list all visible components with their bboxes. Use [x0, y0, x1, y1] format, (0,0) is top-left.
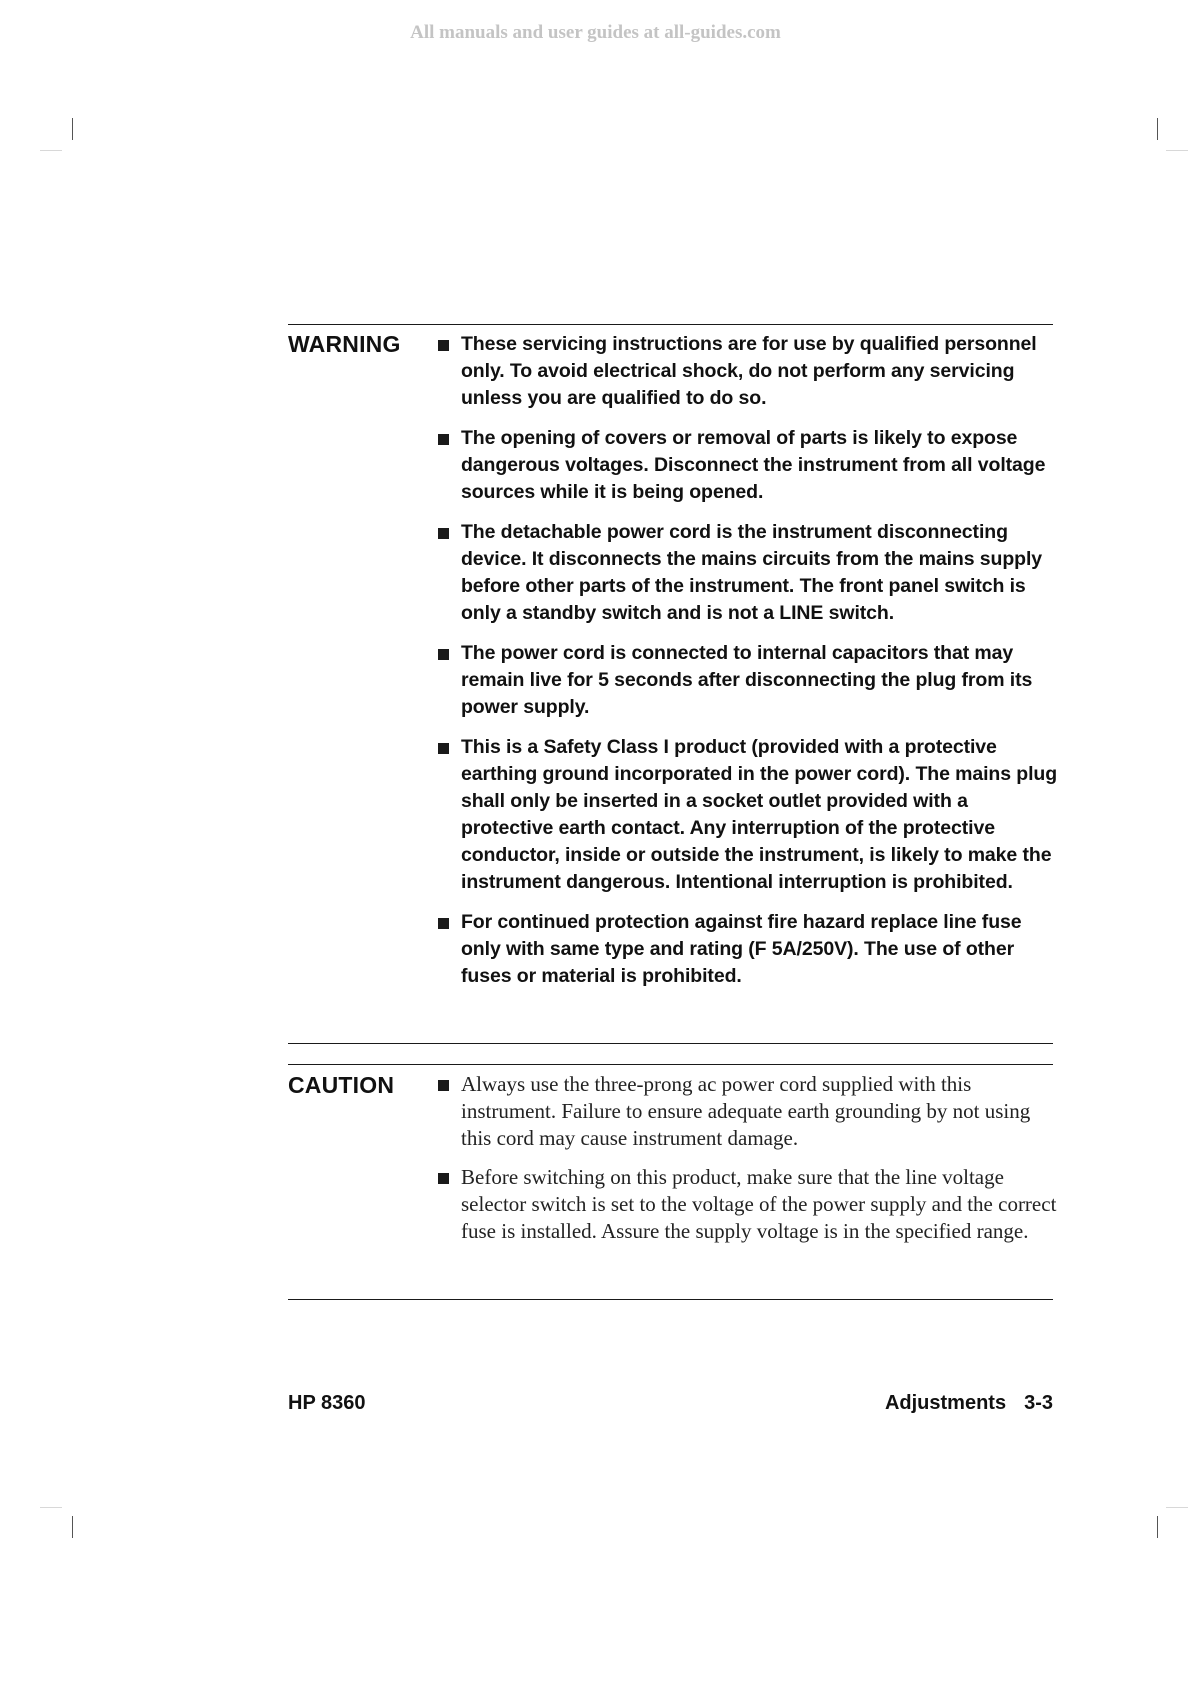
caution-item-text: Before switching on this product, make sure that the line voltage selector switch is set to the voltage of the power supply and the correct fuse is installed. Assure the supply voltage is in the specified range. [461, 1165, 1057, 1243]
warning-item [438, 640, 1058, 721]
page-number: 3-3 [1024, 1392, 1053, 1414]
caution-item [438, 1164, 1058, 1245]
warning-item [438, 425, 1058, 506]
crop-tick-bottom-left [40, 1507, 62, 1508]
crop-mark-bottom-left [72, 1516, 73, 1538]
footer-section [885, 1392, 1053, 1415]
warning-top-rule [288, 324, 1053, 325]
warning-item [438, 734, 1058, 896]
warning-item-text: These servicing instructions are for use by qualified personnel only. To avoid electrical shock, do not perform any servicing unless you are qualified to do so. [461, 333, 1037, 409]
warning-item-text: For continued protection against fire hazard replace line fuse only with same type and rating (F 5A/250V). The use of other fuses or material is prohibited. [461, 911, 1022, 987]
watermark-text: All manuals and user guides at all-guides.com [410, 22, 781, 43]
warning-item [438, 909, 1058, 990]
bullet-square-icon [438, 528, 449, 539]
bullet-square-icon [438, 918, 449, 929]
crop-tick-top-left [40, 150, 62, 151]
warning-item [438, 519, 1058, 627]
caution-top-rule [288, 1064, 1053, 1065]
crop-tick-bottom-right [1166, 1507, 1188, 1508]
footer-model: HP 8360 [288, 1392, 366, 1414]
warning-list [438, 331, 1058, 1003]
warning-item-text: The detachable power cord is the instrument disconnecting device. It disconnects the mains circuits from the mains supply before other parts of the instrument. The front panel switch is only a standby switch and is not a LINE switch. [461, 521, 1043, 624]
bullet-square-icon [438, 649, 449, 660]
crop-mark-bottom-right [1157, 1516, 1158, 1538]
warning-item-text: The opening of covers or removal of parts is likely to expose dangerous voltages. Disconnect the instrument from all voltage sources while it is being opened. [461, 427, 1046, 503]
bullet-square-icon [438, 1080, 449, 1091]
warning-bottom-rule [288, 1043, 1053, 1044]
caution-item-text: Always use the three-prong ac power cord supplied with this instrument. Failure to ensure adequate earth grounding by not using this cord may cause instrument damage. [461, 1072, 1031, 1150]
bullet-square-icon [438, 743, 449, 754]
bullet-square-icon [438, 1173, 449, 1184]
caution-label: CAUTION [288, 1072, 395, 1098]
bullet-square-icon [438, 434, 449, 445]
bullet-square-icon [438, 340, 449, 351]
crop-mark-top-right [1157, 118, 1158, 140]
footer-section-name: Adjustments [884, 1392, 1007, 1414]
crop-tick-top-right [1166, 150, 1188, 151]
caution-bottom-rule [288, 1299, 1053, 1300]
caution-list [438, 1071, 1058, 1257]
crop-mark-top-left [72, 118, 73, 140]
warning-item [438, 331, 1058, 412]
caution-item [438, 1071, 1058, 1152]
warning-label: WARNING [288, 331, 401, 357]
warning-item-text: The power cord is connected to internal capacitors that may remain live for 5 seconds after disconnecting the plug from its power supply. [461, 642, 1033, 718]
warning-item-text: This is a Safety Class I product (provided with a protective earthing ground incorporated in the power cord). The mains plug shall only be inserted in a socket outlet provided with a protective earth contact. Any interruption of the protective conductor, inside or outside the instrument, is likely to make the instrument dangerous. Intentional interruption is prohibited. [461, 736, 1058, 893]
